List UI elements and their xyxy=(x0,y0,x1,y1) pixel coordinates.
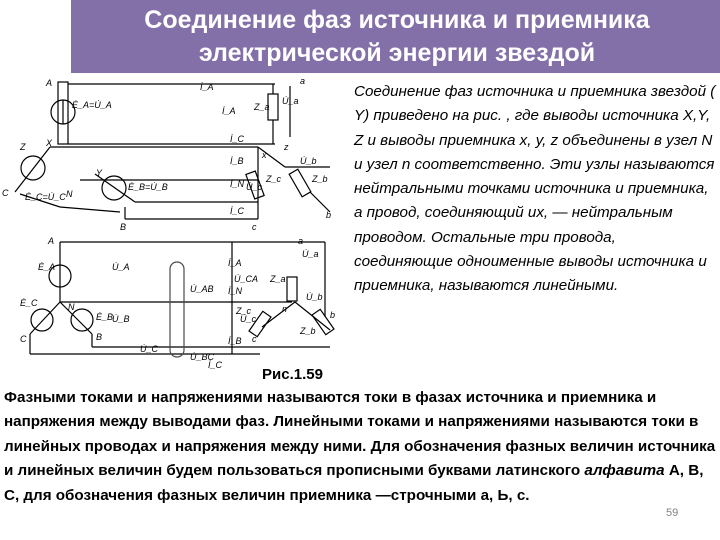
bottom-ubc-label: U̇_BC xyxy=(190,352,215,362)
label-load-x: x xyxy=(262,150,267,160)
slide-title-line-1: Соединение фаз источника и приемника xyxy=(144,6,650,34)
bottom-label-load-c: c xyxy=(252,334,257,344)
label-load-z: z xyxy=(284,142,289,152)
bottom-uc-label: U̇_C xyxy=(140,344,159,354)
label-emf-c: Ė_C=U̇_C xyxy=(25,192,66,202)
bottom-label-load-a: a xyxy=(298,236,304,246)
bottom-label-load-b: b xyxy=(330,310,336,320)
label-b: B xyxy=(120,222,127,232)
label-x: X xyxy=(46,138,53,148)
bottom-emf-b xyxy=(71,309,93,331)
definitions-paragraph xyxy=(4,386,718,508)
figure-caption: Рис.1.59 xyxy=(262,366,323,383)
bottom-ia-label: İ_A xyxy=(228,258,242,268)
bottom-in-label: İ_N xyxy=(228,286,243,296)
label-emf-a: Ė_A=U̇_A xyxy=(72,100,112,110)
bottom-zc-label: Z_c xyxy=(236,306,252,316)
label-current-b: İ_B xyxy=(230,156,244,166)
label-current-n: İ_N xyxy=(230,179,245,189)
load-impedance-zb xyxy=(289,169,311,197)
description-text: Соединение фаз источника и приемника звездой ( Y) приведено на рис. , где выводы источника X,Y, Z и выводы приемника x, y, z объединены в узел N и узел n соответственно. Эти узлы называются нейтральными точками источника и приемника, а провод, соединяющий их, — нейтральным проводом. Остальные три провода, соединяющие одноименные выводы источника и приемника, называются линейными. xyxy=(354,83,716,295)
label-y: Y xyxy=(96,168,103,178)
label-n: N xyxy=(66,189,73,199)
label-zb: Z_b xyxy=(312,174,328,184)
label-load-c: c xyxy=(252,222,257,232)
label-z: Z xyxy=(20,142,26,152)
bottom-ub-label: U̇_B xyxy=(112,314,130,324)
bottom-load-uc-label: U̇_c xyxy=(240,314,257,324)
bottom-label-n: N xyxy=(68,302,75,312)
bottom-label-load-n: n xyxy=(282,304,288,314)
bottom-label-b: B xyxy=(96,332,103,342)
label-load-b: b xyxy=(326,210,332,220)
label-ub: U̇_b xyxy=(300,156,317,166)
circuit-diagram xyxy=(0,72,345,390)
label-zc: Z_c xyxy=(266,174,282,184)
label-a: A xyxy=(46,78,53,88)
bottom-ua-label: U̇_A xyxy=(112,262,130,272)
label-current-c: İ_C xyxy=(230,134,245,144)
label-load-a: a xyxy=(300,76,306,86)
bottom-zb-label: Z_b xyxy=(300,326,316,336)
bottom-za-label: Z_a xyxy=(270,274,286,284)
slide-title-line-2: электрической энергии звездой xyxy=(198,39,596,67)
label-ua: U̇_a xyxy=(282,96,299,106)
bottom-ic-label: İ_C xyxy=(208,360,223,370)
label-current-a: İ_A xyxy=(200,82,214,92)
slide-title-bar xyxy=(71,0,720,73)
voltage-arrow-uab xyxy=(170,262,184,357)
label-current-a2: İ_A xyxy=(222,106,236,116)
definitions-text-end: А, В, С, для обозначения фазных величин приемника —строчными а, Ь, с. xyxy=(4,462,704,504)
label-za: Z_a xyxy=(254,102,270,112)
label-current-c2: İ_C xyxy=(230,206,245,216)
bottom-emf-b-label: Ė_B xyxy=(96,312,114,322)
bottom-load-ua-label: U̇_a xyxy=(302,249,319,259)
label-uc: U̇_c xyxy=(246,182,263,192)
bottom-emf-c-label: Ė_C xyxy=(20,298,38,308)
bottom-emf-a-label: Ė_A xyxy=(38,262,56,272)
bottom-label-c: C xyxy=(20,334,27,344)
bottom-uab-label: U̇_AB xyxy=(190,284,214,294)
label-c: C xyxy=(2,188,9,198)
definitions-text-start: Фазными токами и напряжениями называются токи в фазах источника и приемника и напряжения между выводами фаз. Линейными токами и напряжениями называются токи в линейных проводах и напряжения между ними. Для обозначения фазных величин источника и линейных величин будем пользоваться прописными буквами латинского xyxy=(4,389,716,480)
bottom-load-za xyxy=(287,277,297,301)
bottom-label-a: A xyxy=(48,236,55,246)
bottom-ib-label: İ_B xyxy=(228,336,242,346)
definitions-text-alphabet: алфавита xyxy=(584,462,665,480)
bottom-load-ub-label: U̇_b xyxy=(306,292,323,302)
label-emf-b: Ė_B=U̇_B xyxy=(128,182,168,192)
page-number: 59 xyxy=(666,507,679,519)
bottom-uca-label: U̇_CA xyxy=(234,274,259,284)
